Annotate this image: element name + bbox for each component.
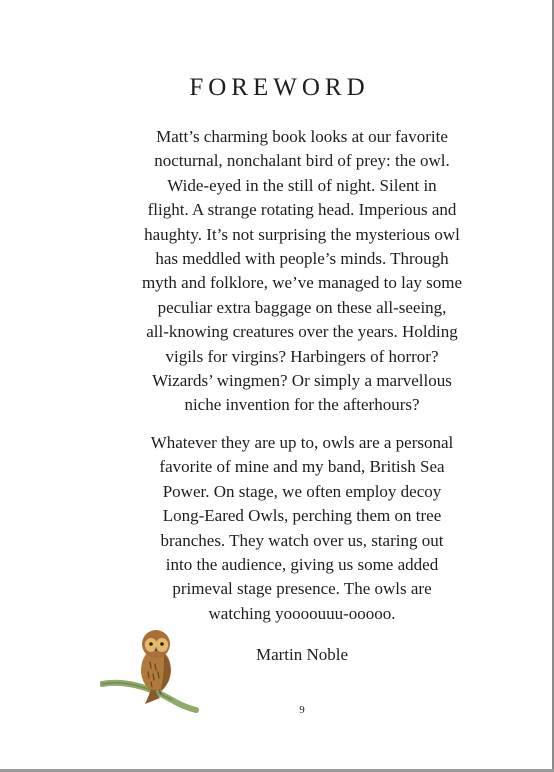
text-line: Matt’s charming book looks at our favorite (156, 127, 448, 146)
text-line: primeval stage presence. The owls are (172, 579, 432, 599)
text-line: nocturnal, nonchalant bird of prey: the owl. (154, 151, 450, 171)
foreword-paragraph-1 (92, 125, 512, 418)
text-line: Whatever they are up to, owls are a personal (150, 433, 454, 452)
text-line: favorite of mine and my band, British Sea (159, 457, 445, 477)
text-line: watching yoooouuu-ooooo. (208, 603, 396, 623)
text-line: peculiar extra baggage on these all-seeing, (157, 297, 447, 317)
text-line: branches. They watch over us, staring out (160, 530, 444, 550)
text-line: myth and folklore, we’ve managed to lay some (141, 273, 463, 293)
page-title: FOREWORD (189, 74, 370, 101)
signature: Martin Noble (255, 645, 349, 664)
text-line: vigils for virgins? Harbingers of horror? (165, 346, 439, 366)
text-line: Power. On stage, we often employ decoy (162, 481, 442, 501)
text-line: niche invention for the afterhours? (184, 395, 420, 415)
text-line: into the audience, giving us some added (165, 555, 439, 575)
text-line: haughty. It’s not surprising the mysterious owl (144, 224, 460, 244)
text-line: all-knowing creatures over the years. Holding (146, 322, 458, 342)
text-line: Long-Eared Owls, perching them on tree (162, 506, 442, 526)
page-number: 9 (299, 704, 305, 716)
text-line: Wizards’ wingmen? Or simply a marvellous (152, 371, 452, 391)
text-line: Wide-eyed in the still of night. Silent in (167, 175, 437, 195)
text-line: has meddled with people’s minds. Through (155, 249, 449, 269)
text-line: flight. A strange rotating head. Imperious and (147, 200, 457, 220)
foreword-paragraph-2 (92, 431, 512, 626)
